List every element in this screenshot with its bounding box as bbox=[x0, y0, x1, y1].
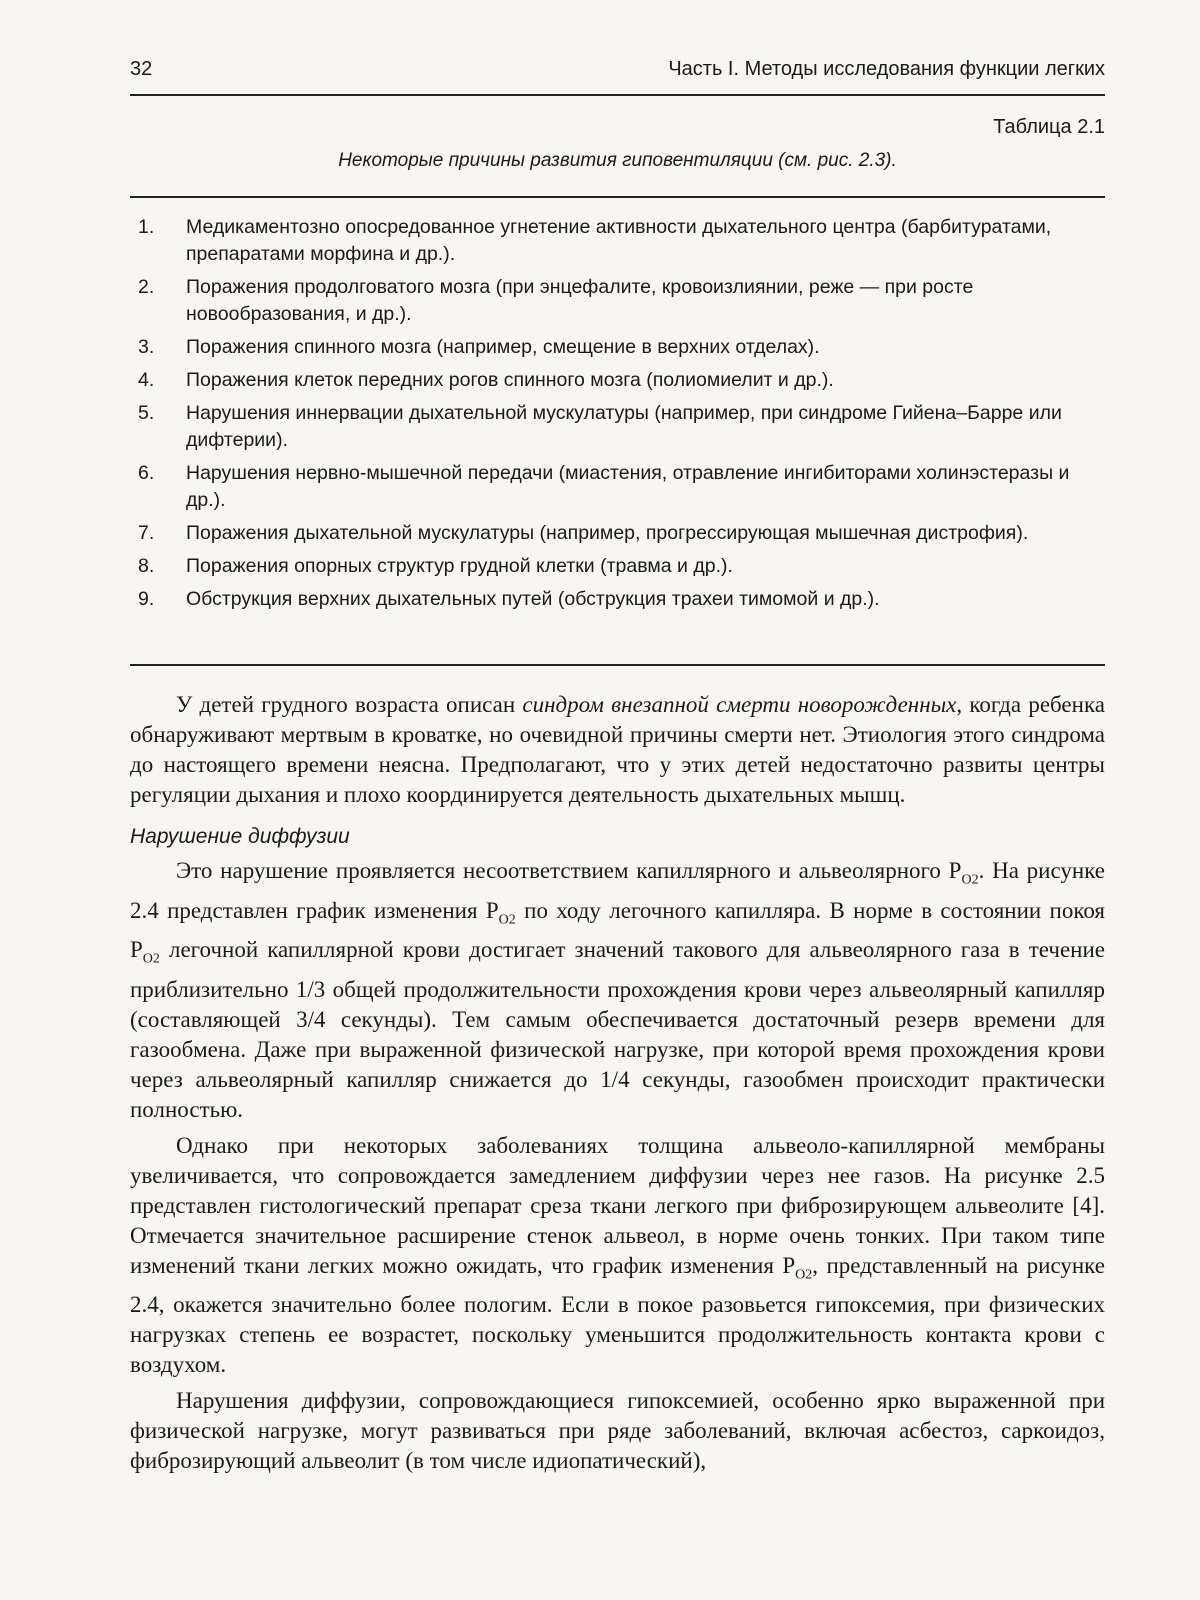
body-text bbox=[130, 690, 1105, 1482]
subscript-o2: O2 bbox=[498, 912, 516, 928]
page-number: 32 bbox=[130, 58, 153, 80]
subscript-o2: O2 bbox=[142, 951, 160, 967]
page-header bbox=[130, 52, 1105, 96]
table-bottom-rule bbox=[130, 664, 1105, 666]
list-item: 6. Нарушения нервно-мышечной передачи (миастения, отравление ингибиторами холинэстеразы и др.). bbox=[138, 462, 1070, 511]
list-item: 1. Медикаментозно опосредованное угнетение активности дыхательного центра (барбитуратами, препаратами морфина и др.). bbox=[138, 216, 1052, 265]
table-caption: Некоторые причины развития гиповентиляции (см. рис. 2.3). bbox=[338, 150, 897, 171]
table-label: Таблица 2.1 bbox=[993, 116, 1105, 138]
table-top-rule bbox=[130, 196, 1105, 198]
paragraph-membrane: Однако при некоторых заболеваниях толщина альвеоло-капиллярной мембраны увеличивается, что сопровождается замедлением диффузии через нее газов. На рисунке 2.5 представлен гистологический препарат среза ткани легкого при фиброзирующем альвеолите [4]. Отмечается значительное расширение стенок альвеол, в норме очень тонких. При таком типе изменений ткани легких можно ожидать, что график изменения $P_{O2}$, представленный на рисунке 2.4, окажется значительно более пологим. Если в покое разовьется гипоксемия, при физических нагрузках степень ее возрастет, поскольку уменьшится продолжительность контакта крови с воздухом. bbox=[130, 1132, 1105, 1378]
paragraph-sids: У детей грудного возраста описан синдром внезапной смерти новорожденных, когда ребенка обнаруживают мертвым в кроватке, но очевидной причины смерти нет. Этиология этого синдрома до настоящего времени неясна. Предполагают, что у этих детей недостаточно развиты центры регуляции дыхания и плохо координируется деятельность дыхательных мышц. bbox=[130, 692, 1105, 807]
paragraph-diseases: Нарушения диффузии, сопровождающиеся гипоксемией, особенно ярко выраженной при физической нагрузке, могут развиваться при ряде заболеваний, включая асбестоз, саркоидоз, фиброзирующий альвеолит (в том числе идиопатический), bbox=[130, 1388, 1105, 1474]
list-item: 9. Обструкция верхних дыхательных путей (обструкция трахеи тимомой и др.). bbox=[138, 588, 880, 610]
section-heading: Нарушение диффузии bbox=[130, 825, 350, 848]
list-item: 8. Поражения опорных структур грудной клетки (травма и др.). bbox=[138, 555, 733, 577]
causes-list bbox=[130, 214, 1105, 619]
subscript-o2: O2 bbox=[795, 1267, 813, 1283]
list-item: 5. Нарушения иннервации дыхательной мускулатуры (например, при синдроме Гийена–Барре или дифтерии). bbox=[138, 402, 1062, 451]
subscript-o2: O2 bbox=[961, 872, 979, 888]
list-item: 4. Поражения клеток передних рогов спинного мозга (полиомиелит и др.). bbox=[138, 369, 834, 391]
paragraph-diffusion: Это нарушение проявляется несоответствием капиллярного и альвеолярного $P_{O2}$. На рисунке 2.4 представлен график изменения $P_{O2}$ по ходу легочного капилляра. В норме в состоянии покоя $P_{O2}$ легочной капиллярной крови достигает значений такового для альвеолярного газа в течение приблизительно 1/3 общей продолжительности прохождения крови через альвеолярный капилляр (составляющей 3/4 секунды). Тем самым обеспечивается достаточный резерв времени для газообмена. Даже при выраженной физической нагрузке, при которой время прохождения крови через альвеолярный капилляр снижается до 1/4 секунды, газообмен происходит практически полностью. bbox=[130, 858, 1106, 1122]
emphasis-term: синдром внезапной смерти новорожденных bbox=[522, 692, 957, 717]
list-item: 7. Поражения дыхательной мускулатуры (например, прогрессирующая мышечная дистрофия). bbox=[138, 522, 1029, 544]
list-item: 3. Поражения спинного мозга (например, смещение в верхних отделах). bbox=[138, 336, 820, 358]
list-item: 2. Поражения продолговатого мозга (при энцефалите, кровоизлиянии, реже — при росте новообразования, и др.). bbox=[138, 276, 974, 325]
running-title: Часть I. Методы исследования функции легких bbox=[668, 58, 1105, 80]
